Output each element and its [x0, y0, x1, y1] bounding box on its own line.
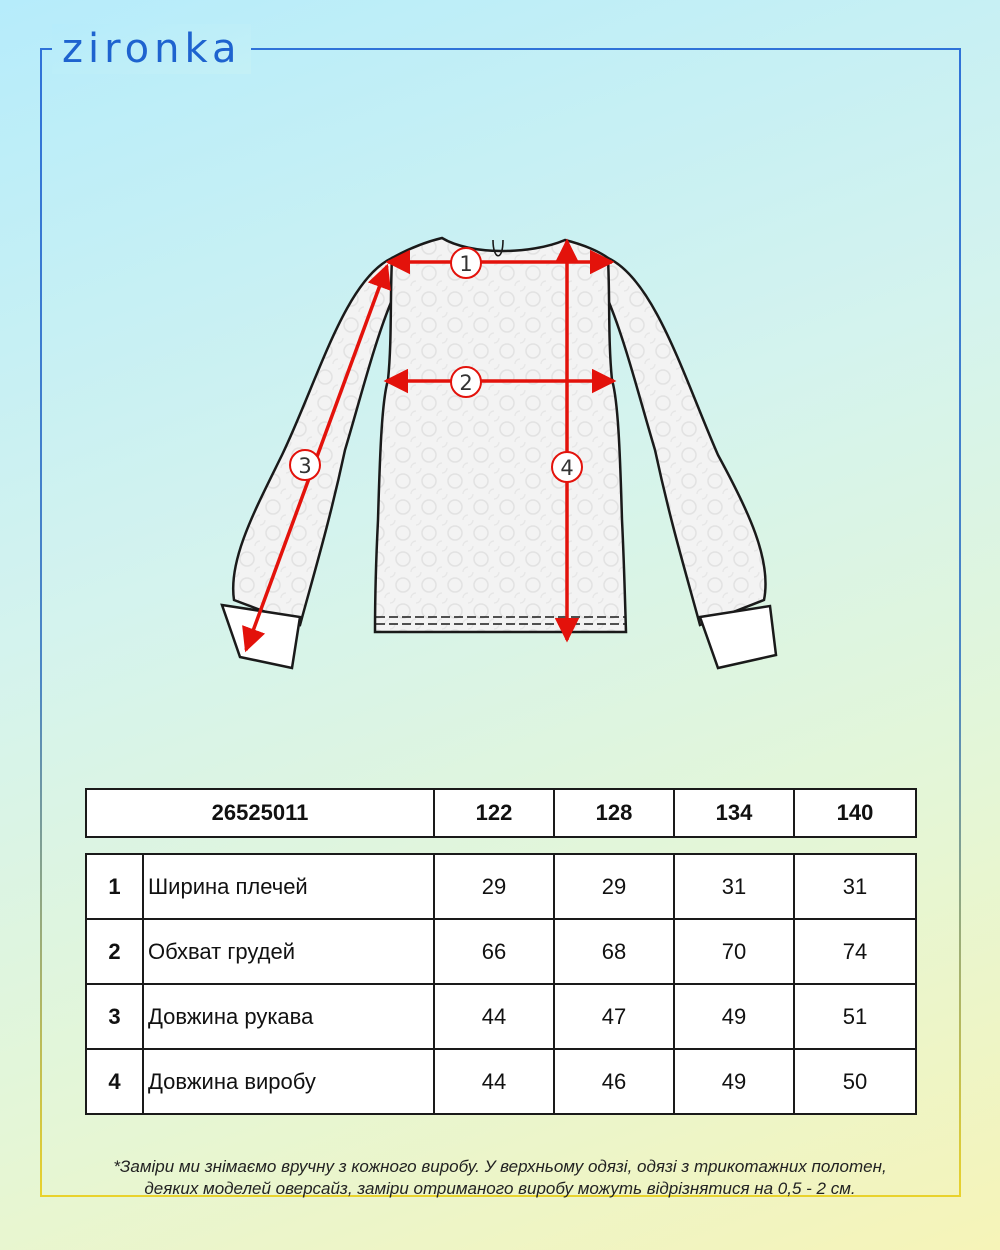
measurement-table [85, 853, 917, 1115]
table-cell: 29 [554, 854, 674, 919]
table-cell: 49 [674, 984, 794, 1049]
row-number: 2 [86, 919, 143, 984]
table-cell: 49 [674, 1049, 794, 1114]
table-cell: 68 [554, 919, 674, 984]
row-number: 3 [86, 984, 143, 1049]
table-row [86, 1049, 916, 1114]
size-134: 134 [674, 789, 794, 837]
svg-text:4: 4 [560, 456, 574, 480]
row-number: 4 [86, 1049, 143, 1114]
table-cell: 50 [794, 1049, 916, 1114]
table-cell: 44 [434, 984, 554, 1049]
marker-3 [290, 450, 320, 480]
svg-text:1: 1 [459, 252, 473, 276]
footnote-line-2: деяких моделей оверсайз, заміри отриманого виробу можуть відрізнятися на 0,5 - 2 см. [144, 1179, 856, 1198]
row-label: Обхват грудей [143, 919, 434, 984]
row-label: Довжина рукава [143, 984, 434, 1049]
table-cell: 44 [434, 1049, 554, 1114]
table-cell: 66 [434, 919, 554, 984]
table-cell: 74 [794, 919, 916, 984]
table-cell: 31 [674, 854, 794, 919]
svg-text:2: 2 [459, 371, 473, 395]
right-cuff [700, 606, 776, 668]
garment-body [375, 238, 626, 632]
size-122: 122 [434, 789, 554, 837]
row-label: Ширина плечей [143, 854, 434, 919]
table-cell: 70 [674, 919, 794, 984]
footnote-line-1: *Заміри ми знімаємо вручну з кожного виробу. У верхньому одязі, одязі з трикотажних полотен, [113, 1157, 887, 1176]
brand-logo: zironka [52, 24, 251, 74]
table-row [86, 854, 916, 919]
article-number: 26525011 [86, 789, 434, 837]
marker-2 [451, 367, 481, 397]
marker-1 [451, 248, 481, 278]
size-header-table [85, 788, 917, 838]
table-row [86, 984, 916, 1049]
size-128: 128 [554, 789, 674, 837]
table-cell: 46 [554, 1049, 674, 1114]
size-header-row [86, 789, 916, 837]
row-number: 1 [86, 854, 143, 919]
table-cell: 51 [794, 984, 916, 1049]
table-cell: 47 [554, 984, 674, 1049]
size-140: 140 [794, 789, 916, 837]
table-cell: 31 [794, 854, 916, 919]
right-sleeve [608, 258, 766, 625]
marker-4 [552, 452, 582, 482]
svg-text:3: 3 [298, 454, 312, 478]
row-label: Довжина виробу [143, 1049, 434, 1114]
table-row [86, 919, 916, 984]
table-cell: 29 [434, 854, 554, 919]
measurement-footnote [40, 1156, 960, 1200]
left-cuff [222, 605, 300, 668]
